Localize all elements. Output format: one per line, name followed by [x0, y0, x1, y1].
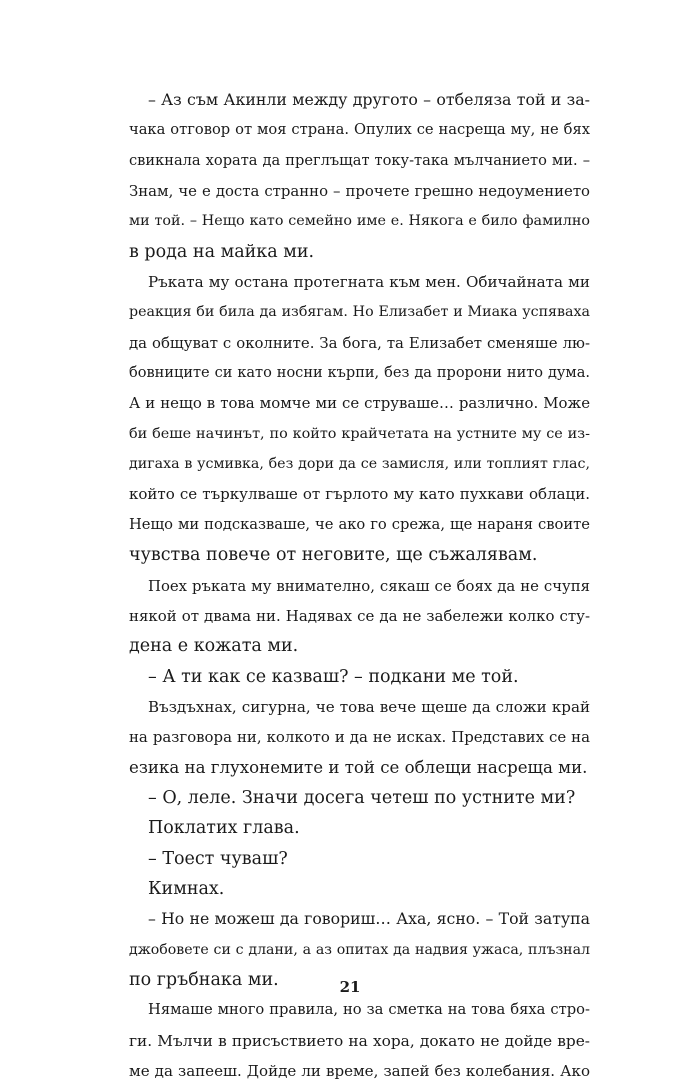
- text-line: Знам, че е доста странно – прочете грешно недоумението: [129, 182, 590, 201]
- text-line: дена е кожата ми.: [129, 636, 299, 657]
- text-line: – А ти как се казваш? – подкани ме той.: [148, 666, 519, 687]
- text-line: който се търкулваше от гърлото му като пухкави облаци.: [129, 485, 590, 504]
- text-line: Поех ръката му внимателно, сякаш се боях да не счупя: [148, 576, 590, 595]
- text-line: ме да запееш. Дойде ли време, запей без колебания. Ако: [129, 1062, 590, 1080]
- page-number: 21: [339, 978, 361, 996]
- text-line: чака отговор от моя страна. Опулих се насреща му, не бях: [129, 121, 590, 139]
- text-line: реакция би била да избягам. Но Елизабет и Миака успяваха: [129, 304, 590, 321]
- text-line: дигаха в усмивка, без дори да се замисля, или топлият глас,: [129, 456, 590, 473]
- text-line: джобовете си с длани, а аз опитах да надвия ужаса, плъзнал: [129, 941, 590, 958]
- text-line: да общуват с околните. За бога, та Елизабет сменяше лю-: [129, 333, 590, 352]
- text-line: в рода на майка ми.: [129, 241, 315, 262]
- text-line: ги. Мълчи в присъствието на хора, докато не дойде вре-: [129, 1031, 590, 1050]
- text-line: Въздъхнах, сигурна, че това вече щеше да сложи край: [148, 697, 590, 716]
- text-line: – Аз съм Акинли между другото – отбеляза той и за-: [148, 90, 590, 109]
- text-line: Кимнах.: [148, 878, 225, 899]
- text-line: – Но не можеш да говориш… Аха, ясно. – Той затупа: [148, 909, 590, 929]
- text-line: Ръката му остана протегната към мен. Обичайната ми: [148, 273, 590, 292]
- text-line: – О, леле. Значи досега четеш по устните ми?: [148, 787, 576, 808]
- text-line: – Тоест чуваш?: [148, 848, 288, 869]
- text-line: някой от двама ни. Надявах се да не забележи колко сту-: [129, 606, 590, 625]
- text-line: Поклатих глава.: [148, 818, 300, 839]
- text-line: бовниците си като носни кърпи, без да пророни нито дума.: [129, 365, 590, 382]
- body-text: [129, 85, 590, 1086]
- text-line: ми той. – Нещо като семейно име е. Някога е било фамилно: [129, 213, 590, 230]
- text-line: свикнала хората да преглъщат току-така мълчанието ми. –: [129, 151, 590, 169]
- text-line: би беше начинът, по който крайчетата на устните му се из-: [129, 425, 590, 442]
- text-line: на разговора ни, колкото и да не исках. Представих се на: [129, 728, 590, 747]
- text-line: Нямаше много правила, но за сметка на това бяха стро-: [148, 1001, 590, 1019]
- text-line: А и нещо в това момче ми се струваше… различно. Може: [129, 394, 590, 413]
- text-line: Нещо ми подсказваше, че ако го срежа, ще нараня своите: [129, 515, 590, 533]
- text-line: чувства повече от неговите, ще съжалявам.: [129, 545, 538, 566]
- text-line: по гръбнака ми.: [129, 969, 279, 990]
- text-line: езика на глухонемите и той се облещи насреща ми.: [129, 757, 588, 777]
